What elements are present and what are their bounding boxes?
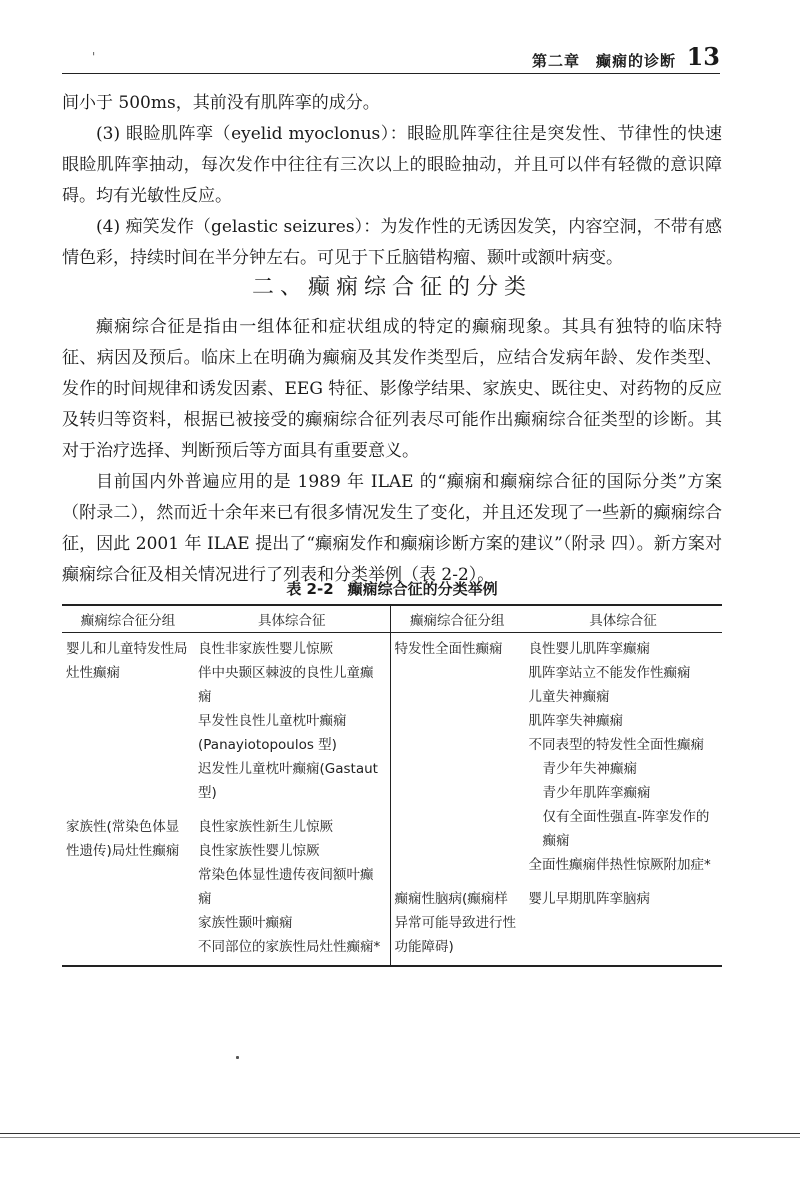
header-rule [62, 73, 720, 74]
syndrome-item: 不同部位的家族性局灶性癫痫* [198, 939, 381, 955]
syndrome-table [62, 604, 722, 967]
group-cell: 癫痫性脑病(癫痫样异常可能导致进行性功能障碍) [394, 891, 516, 955]
syndrome-subitem: 青少年肌阵挛癫痫 [542, 785, 651, 801]
page-bottom-edge [0, 1133, 800, 1134]
header-syndrome-left: 具体综合征 [194, 605, 390, 633]
header-syndrome-right: 具体综合征 [524, 605, 722, 633]
right-stack [390, 633, 722, 967]
syndrome-item: 全面性癫痫伴热性惊厥附加症* [528, 857, 711, 873]
syndrome-item: 家族性颞叶癫痫 [198, 915, 293, 931]
table-caption [62, 578, 722, 599]
table-number: 表 2-2 [286, 580, 334, 598]
syndrome-item: 不同表型的特发性全面性癫痫 [528, 737, 704, 753]
syndrome-cell [525, 633, 723, 883]
header-group-right: 癫痫综合征分组 [390, 605, 524, 633]
group-cell: 婴儿和儿童特发性局灶性癫痫 [66, 641, 188, 681]
paragraph: 癫痫综合征是指由一组体征和症状组成的特定的癫痫现象。其具有独特的临床特征、病因及预后。临床上在明确为癫痫及其发作类型后，应结合发病年龄、发作类型、发作的时间规律和诱发因素、EEG 特征、影像学结果、家族史、既往史、对药物的反应及转归等资料，根据已被接受的癫痫综合征列表尽可能作出癫痫综合征类型的诊断。其对于治疗选择、判断预后等方面具有重要意义。 [62, 317, 722, 461]
syndrome-item: 常染色体显性遗传夜间额叶癫痫 [198, 867, 374, 907]
table-title: 癫痫综合征的分类举例 [347, 580, 498, 598]
syndrome-item: 良性家族性新生儿惊厥 [198, 819, 333, 835]
table-row [391, 883, 723, 965]
syndrome-cell [525, 883, 723, 965]
syndrome-item: 伴中央颞区棘波的良性儿童癫痫 [198, 665, 374, 705]
syndrome-item: 肌阵挛失神癫痫 [528, 713, 623, 729]
paragraph: 间小于 500ms，其前没有肌阵挛的成分。 [62, 93, 380, 113]
text-block-bottom [62, 312, 722, 591]
table-row [62, 633, 722, 812]
table-row [391, 633, 723, 883]
section-title: 二、癫痫综合征的分类 [251, 275, 532, 300]
syndrome-subitem: 仅有全面性强直-阵挛发作的癫痫 [542, 809, 710, 849]
group-cell: 家族性(常染色体显性遗传)局灶性癫痫 [62, 811, 194, 966]
syndrome-item: 良性婴儿肌阵挛癫痫 [528, 641, 650, 657]
syndrome-subitem: 青少年失神癫痫 [542, 761, 637, 777]
syndrome-item: 良性家族性婴儿惊厥 [198, 843, 320, 859]
syndrome-item: 良性非家族性婴儿惊厥 [198, 641, 333, 657]
running-header [62, 40, 720, 74]
table-header-row [62, 605, 722, 633]
header-group-left: 癫痫综合征分组 [62, 605, 194, 633]
margin-mark: ' [92, 50, 96, 64]
chapter-title: 第二章 癫痫的诊断 [531, 52, 676, 70]
page-number: 13 [686, 42, 720, 71]
syndrome-item: 肌阵挛站立不能发作性癫痫 [528, 665, 691, 681]
syndrome-cell [194, 633, 390, 812]
paragraph: (4) 痴笑发作（gelastic seizures）：为发作性的无诱因发笑，内容空洞，不带有感情色彩，持续时间在半分钟左右。可见于下丘脑错构瘤、颞叶或额叶病变。 [62, 217, 722, 268]
syndrome-cell [194, 811, 390, 966]
syndrome-item: 儿童失神癫痫 [528, 689, 610, 705]
group-cell: 特发性全面性癫痫 [394, 641, 503, 657]
syndrome-item: 婴儿早期肌阵挛脑病 [528, 891, 650, 907]
page-bottom-edge-shadow [0, 1137, 800, 1138]
paragraph: 目前国内外普遍应用的是 1989 年 ILAE 的“癫痫和癫痫综合征的国际分类”方案（附录二），然而近十余年来已有很多情况发生了变化，并且还发现了一些新的癫痫综合征，因此 2001 年 ILAE 提出了“癫痫发作和癫痫诊断方案的建议”（附录 四）。新方案对癫痫综合征及相关情况进行了列表和分类举例（表 2-2）。 [62, 472, 722, 585]
syndrome-item: 早发性良性儿童枕叶癫痫(Panayiotopoulos 型) [198, 713, 347, 753]
scan-speck [236, 1056, 239, 1059]
paragraph: (3) 眼睑肌阵挛（eyelid myoclonus）：眼睑肌阵挛往往是突发性、节律性的快速眼睑肌阵挛抽动，每次发作中往往有三次以上的眼睑抽动，并且可以伴有轻微的意识障碍。均有光敏性反应。 [62, 124, 722, 206]
text-block-top [62, 88, 722, 274]
syndrome-item: 迟发性儿童枕叶癫痫(Gastaut 型) [198, 761, 378, 801]
